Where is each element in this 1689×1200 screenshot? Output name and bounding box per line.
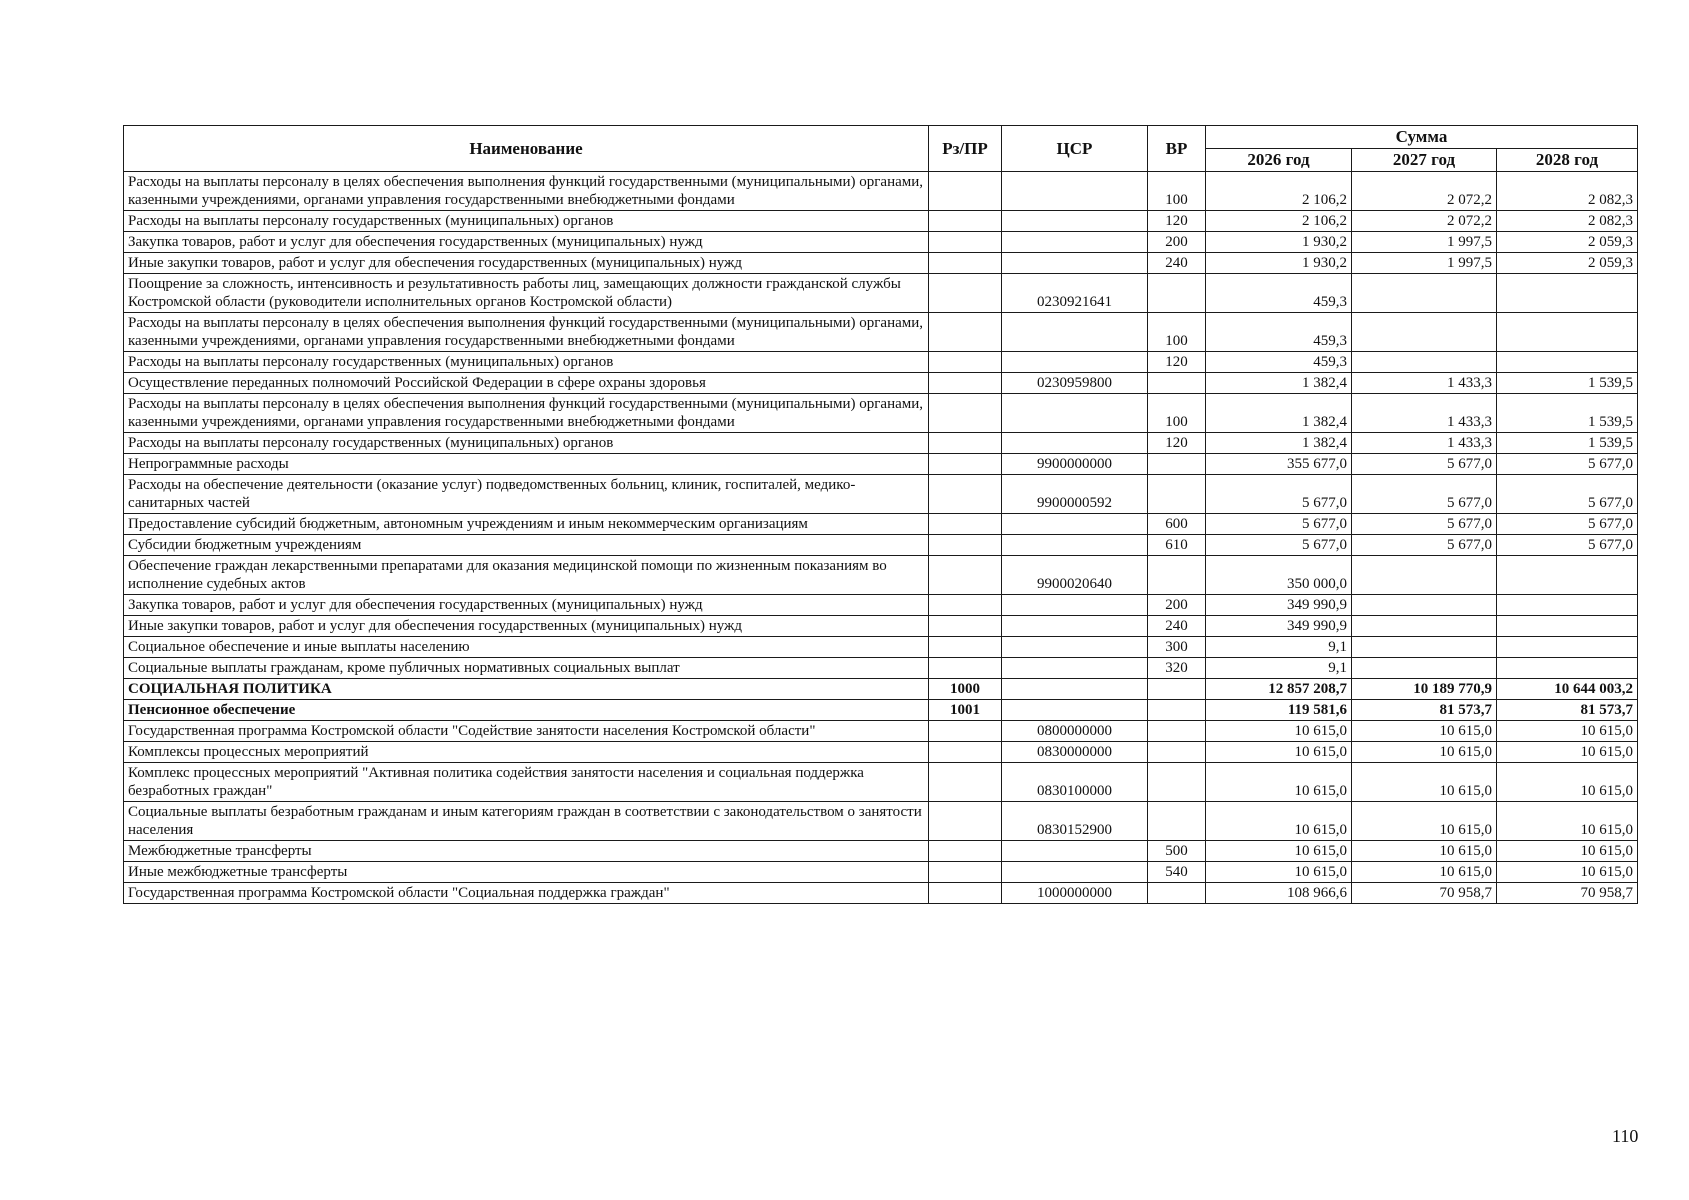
cell-vr: 200 — [1148, 595, 1206, 616]
table-row — [124, 211, 1638, 232]
header-sum: Сумма — [1206, 126, 1638, 149]
cell-vr: 100 — [1148, 172, 1206, 211]
cell-csr — [1002, 841, 1148, 862]
cell-2028: 2 059,3 — [1497, 253, 1638, 274]
table-row — [124, 883, 1638, 904]
cell-rz-pr: 1001 — [929, 700, 1002, 721]
table-row — [124, 514, 1638, 535]
cell-rz-pr — [929, 514, 1002, 535]
cell-vr: 240 — [1148, 253, 1206, 274]
cell-rz-pr — [929, 313, 1002, 352]
cell-csr — [1002, 616, 1148, 637]
cell-csr: 0230921641 — [1002, 274, 1148, 313]
cell-rz-pr — [929, 763, 1002, 802]
cell-vr: 540 — [1148, 862, 1206, 883]
cell-2028 — [1497, 658, 1638, 679]
cell-rz-pr: 1000 — [929, 679, 1002, 700]
cell-vr: 100 — [1148, 313, 1206, 352]
cell-rz-pr — [929, 211, 1002, 232]
cell-2028 — [1497, 556, 1638, 595]
table-row — [124, 841, 1638, 862]
cell-name: Предоставление субсидий бюджетным, автономным учреждениям и иным некоммерческим организациям — [124, 514, 929, 535]
cell-2027: 10 615,0 — [1352, 721, 1497, 742]
header-csr: ЦСР — [1002, 126, 1148, 172]
cell-2027: 10 189 770,9 — [1352, 679, 1497, 700]
cell-rz-pr — [929, 742, 1002, 763]
cell-name: Непрограммные расходы — [124, 454, 929, 475]
cell-csr — [1002, 637, 1148, 658]
cell-2026: 349 990,9 — [1206, 595, 1352, 616]
cell-vr — [1148, 679, 1206, 700]
cell-name: Комплексы процессных мероприятий — [124, 742, 929, 763]
cell-2026: 2 106,2 — [1206, 211, 1352, 232]
cell-csr — [1002, 862, 1148, 883]
cell-csr — [1002, 253, 1148, 274]
cell-rz-pr — [929, 841, 1002, 862]
cell-2027 — [1352, 313, 1497, 352]
cell-2028: 5 677,0 — [1497, 454, 1638, 475]
cell-vr — [1148, 475, 1206, 514]
table-row — [124, 679, 1638, 700]
cell-vr: 610 — [1148, 535, 1206, 556]
cell-2028: 2 082,3 — [1497, 211, 1638, 232]
cell-2026: 459,3 — [1206, 313, 1352, 352]
cell-2027: 5 677,0 — [1352, 535, 1497, 556]
cell-vr — [1148, 700, 1206, 721]
cell-vr — [1148, 883, 1206, 904]
table-row — [124, 595, 1638, 616]
cell-2028: 1 539,5 — [1497, 433, 1638, 454]
cell-2026: 1 382,4 — [1206, 394, 1352, 433]
cell-vr — [1148, 802, 1206, 841]
cell-2027: 10 615,0 — [1352, 802, 1497, 841]
cell-rz-pr — [929, 475, 1002, 514]
cell-2026: 119 581,6 — [1206, 700, 1352, 721]
cell-2027: 81 573,7 — [1352, 700, 1497, 721]
cell-name: Расходы на выплаты персоналу в целях обеспечения выполнения функций государственными (муниципальными) органами, казенными учреждениями, органами управления государственными внебюджетными фондами — [124, 394, 929, 433]
cell-csr: 1000000000 — [1002, 883, 1148, 904]
header-rz-pr: Рз/ПР — [929, 126, 1002, 172]
cell-csr — [1002, 313, 1148, 352]
cell-vr: 500 — [1148, 841, 1206, 862]
table-row — [124, 454, 1638, 475]
cell-rz-pr — [929, 433, 1002, 454]
cell-2027 — [1352, 637, 1497, 658]
cell-name: Закупка товаров, работ и услуг для обеспечения государственных (муниципальных) нужд — [124, 232, 929, 253]
table-row — [124, 763, 1638, 802]
cell-2028: 5 677,0 — [1497, 475, 1638, 514]
cell-2026: 459,3 — [1206, 274, 1352, 313]
cell-2027: 10 615,0 — [1352, 862, 1497, 883]
cell-name: СОЦИАЛЬНАЯ ПОЛИТИКА — [124, 679, 929, 700]
table-row — [124, 862, 1638, 883]
cell-2028: 10 615,0 — [1497, 742, 1638, 763]
cell-rz-pr — [929, 172, 1002, 211]
cell-2027: 5 677,0 — [1352, 475, 1497, 514]
table-row — [124, 637, 1638, 658]
cell-csr — [1002, 232, 1148, 253]
cell-rz-pr — [929, 883, 1002, 904]
cell-2027: 2 072,2 — [1352, 211, 1497, 232]
cell-2028: 10 615,0 — [1497, 802, 1638, 841]
cell-2027: 1 997,5 — [1352, 232, 1497, 253]
cell-csr — [1002, 433, 1148, 454]
cell-2028: 5 677,0 — [1497, 514, 1638, 535]
cell-csr: 0830000000 — [1002, 742, 1148, 763]
cell-vr: 120 — [1148, 211, 1206, 232]
cell-2028: 10 644 003,2 — [1497, 679, 1638, 700]
cell-csr: 0830100000 — [1002, 763, 1148, 802]
table-row — [124, 700, 1638, 721]
cell-name: Осуществление переданных полномочий Российской Федерации в сфере охраны здоровья — [124, 373, 929, 394]
table-row — [124, 172, 1638, 211]
cell-2028: 10 615,0 — [1497, 763, 1638, 802]
cell-2026: 9,1 — [1206, 637, 1352, 658]
cell-2027: 5 677,0 — [1352, 454, 1497, 475]
cell-name: Иные закупки товаров, работ и услуг для обеспечения государственных (муниципальных) нужд — [124, 616, 929, 637]
cell-rz-pr — [929, 274, 1002, 313]
cell-2026: 1 930,2 — [1206, 232, 1352, 253]
cell-2027 — [1352, 595, 1497, 616]
cell-2028 — [1497, 595, 1638, 616]
cell-2028: 10 615,0 — [1497, 862, 1638, 883]
table-header — [124, 126, 1638, 172]
cell-csr: 0830152900 — [1002, 802, 1148, 841]
cell-vr — [1148, 556, 1206, 595]
cell-name: Комплекс процессных мероприятий "Активная политика содействия занятости населения и социальная поддержка безработных граждан" — [124, 763, 929, 802]
cell-csr — [1002, 595, 1148, 616]
header-name: Наименование — [124, 126, 929, 172]
cell-2027 — [1352, 352, 1497, 373]
cell-rz-pr — [929, 862, 1002, 883]
table-row — [124, 394, 1638, 433]
cell-2026: 10 615,0 — [1206, 763, 1352, 802]
cell-2028 — [1497, 616, 1638, 637]
cell-csr — [1002, 658, 1148, 679]
cell-2027: 5 677,0 — [1352, 514, 1497, 535]
table-row — [124, 274, 1638, 313]
cell-name: Иные закупки товаров, работ и услуг для обеспечения государственных (муниципальных) нужд — [124, 253, 929, 274]
cell-rz-pr — [929, 721, 1002, 742]
cell-2026: 5 677,0 — [1206, 475, 1352, 514]
cell-2026: 459,3 — [1206, 352, 1352, 373]
cell-2026: 1 382,4 — [1206, 373, 1352, 394]
cell-vr: 320 — [1148, 658, 1206, 679]
cell-name: Социальные выплаты гражданам, кроме публичных нормативных социальных выплат — [124, 658, 929, 679]
cell-name: Субсидии бюджетным учреждениям — [124, 535, 929, 556]
cell-2028: 81 573,7 — [1497, 700, 1638, 721]
cell-2027: 1 433,3 — [1352, 433, 1497, 454]
table-row — [124, 802, 1638, 841]
cell-vr: 600 — [1148, 514, 1206, 535]
cell-csr — [1002, 679, 1148, 700]
header-year-2028: 2028 год — [1497, 149, 1638, 172]
table-row — [124, 658, 1638, 679]
table-row — [124, 253, 1638, 274]
cell-csr: 9900000000 — [1002, 454, 1148, 475]
budget-table — [123, 125, 1638, 904]
cell-2027: 10 615,0 — [1352, 841, 1497, 862]
cell-2027: 1 433,3 — [1352, 373, 1497, 394]
cell-2028 — [1497, 313, 1638, 352]
table-body — [124, 172, 1638, 904]
cell-2028: 2 059,3 — [1497, 232, 1638, 253]
cell-2028: 5 677,0 — [1497, 535, 1638, 556]
cell-2026: 10 615,0 — [1206, 742, 1352, 763]
cell-2026: 2 106,2 — [1206, 172, 1352, 211]
table-row — [124, 475, 1638, 514]
cell-name: Поощрение за сложность, интенсивность и результативность работы лиц, замещающих должности гражданской службы Костромской области (руководители исполнительных органов Костромской области) — [124, 274, 929, 313]
cell-csr — [1002, 394, 1148, 433]
cell-2028: 70 958,7 — [1497, 883, 1638, 904]
cell-vr — [1148, 721, 1206, 742]
table-row — [124, 352, 1638, 373]
cell-vr — [1148, 454, 1206, 475]
cell-name: Расходы на выплаты персоналу в целях обеспечения выполнения функций государственными (муниципальными) органами, казенными учреждениями, органами управления государственными внебюджетными фондами — [124, 313, 929, 352]
cell-csr — [1002, 211, 1148, 232]
cell-2027 — [1352, 616, 1497, 637]
cell-2028: 10 615,0 — [1497, 721, 1638, 742]
cell-csr — [1002, 514, 1148, 535]
cell-2027: 70 958,7 — [1352, 883, 1497, 904]
cell-vr — [1148, 274, 1206, 313]
cell-2027: 1 997,5 — [1352, 253, 1497, 274]
cell-2028: 2 082,3 — [1497, 172, 1638, 211]
cell-rz-pr — [929, 373, 1002, 394]
cell-rz-pr — [929, 454, 1002, 475]
cell-name: Расходы на выплаты персоналу государственных (муниципальных) органов — [124, 433, 929, 454]
cell-2027: 1 433,3 — [1352, 394, 1497, 433]
cell-2026: 5 677,0 — [1206, 535, 1352, 556]
cell-2026: 1 382,4 — [1206, 433, 1352, 454]
cell-2026: 10 615,0 — [1206, 802, 1352, 841]
cell-2026: 108 966,6 — [1206, 883, 1352, 904]
cell-name: Обеспечение граждан лекарственными препаратами для оказания медицинской помощи по жизненным показаниям во исполнение судебных актов — [124, 556, 929, 595]
cell-name: Расходы на выплаты персоналу в целях обеспечения выполнения функций государственными (муниципальными) органами, казенными учреждениями, органами управления государственными внебюджетными фондами — [124, 172, 929, 211]
table-row — [124, 433, 1638, 454]
cell-vr: 120 — [1148, 352, 1206, 373]
cell-2028: 10 615,0 — [1497, 841, 1638, 862]
table-row — [124, 556, 1638, 595]
cell-2026: 12 857 208,7 — [1206, 679, 1352, 700]
cell-rz-pr — [929, 253, 1002, 274]
cell-2027: 10 615,0 — [1352, 742, 1497, 763]
cell-2026: 350 000,0 — [1206, 556, 1352, 595]
cell-2026: 355 677,0 — [1206, 454, 1352, 475]
cell-vr — [1148, 373, 1206, 394]
cell-2027 — [1352, 556, 1497, 595]
cell-vr — [1148, 763, 1206, 802]
table-row — [124, 742, 1638, 763]
cell-2026: 10 615,0 — [1206, 841, 1352, 862]
cell-vr — [1148, 742, 1206, 763]
cell-csr: 0230959800 — [1002, 373, 1148, 394]
cell-vr: 120 — [1148, 433, 1206, 454]
table-row — [124, 535, 1638, 556]
cell-rz-pr — [929, 658, 1002, 679]
cell-2028 — [1497, 274, 1638, 313]
cell-2027 — [1352, 658, 1497, 679]
cell-name: Закупка товаров, работ и услуг для обеспечения государственных (муниципальных) нужд — [124, 595, 929, 616]
cell-csr — [1002, 700, 1148, 721]
cell-name: Иные межбюджетные трансферты — [124, 862, 929, 883]
table-row — [124, 373, 1638, 394]
cell-rz-pr — [929, 616, 1002, 637]
cell-2028 — [1497, 637, 1638, 658]
cell-csr — [1002, 535, 1148, 556]
cell-name: Пенсионное обеспечение — [124, 700, 929, 721]
cell-rz-pr — [929, 394, 1002, 433]
cell-2028 — [1497, 352, 1638, 373]
header-year-2026: 2026 год — [1206, 149, 1352, 172]
cell-2027 — [1352, 274, 1497, 313]
cell-name: Расходы на выплаты персоналу государственных (муниципальных) органов — [124, 352, 929, 373]
cell-csr: 9900020640 — [1002, 556, 1148, 595]
cell-vr: 240 — [1148, 616, 1206, 637]
cell-2026: 10 615,0 — [1206, 721, 1352, 742]
cell-rz-pr — [929, 232, 1002, 253]
table-row — [124, 616, 1638, 637]
cell-2028: 1 539,5 — [1497, 373, 1638, 394]
page-number: 110 — [1612, 1126, 1639, 1146]
cell-csr: 9900000592 — [1002, 475, 1148, 514]
cell-name: Расходы на выплаты персоналу государственных (муниципальных) органов — [124, 211, 929, 232]
table-row — [124, 232, 1638, 253]
cell-rz-pr — [929, 595, 1002, 616]
cell-name: Государственная программа Костромской области "Социальная поддержка граждан" — [124, 883, 929, 904]
cell-2028: 1 539,5 — [1497, 394, 1638, 433]
cell-rz-pr — [929, 556, 1002, 595]
cell-name: Межбюджетные трансферты — [124, 841, 929, 862]
cell-csr — [1002, 172, 1148, 211]
cell-rz-pr — [929, 802, 1002, 841]
cell-csr: 0800000000 — [1002, 721, 1148, 742]
cell-2027: 2 072,2 — [1352, 172, 1497, 211]
cell-vr: 100 — [1148, 394, 1206, 433]
cell-name: Социальное обеспечение и иные выплаты населению — [124, 637, 929, 658]
cell-vr: 300 — [1148, 637, 1206, 658]
cell-2026: 9,1 — [1206, 658, 1352, 679]
cell-2026: 5 677,0 — [1206, 514, 1352, 535]
cell-2026: 1 930,2 — [1206, 253, 1352, 274]
table-row — [124, 721, 1638, 742]
header-year-2027: 2027 год — [1352, 149, 1497, 172]
cell-csr — [1002, 352, 1148, 373]
header-vr: ВР — [1148, 126, 1206, 172]
cell-name: Социальные выплаты безработным гражданам и иным категориям граждан в соответствии с законодательством о занятости населения — [124, 802, 929, 841]
cell-name: Расходы на обеспечение деятельности (оказание услуг) подведомственных больниц, клиник, госпиталей, медико-санитарных частей — [124, 475, 929, 514]
cell-rz-pr — [929, 352, 1002, 373]
cell-2026: 10 615,0 — [1206, 862, 1352, 883]
table-row — [124, 313, 1638, 352]
cell-rz-pr — [929, 535, 1002, 556]
cell-2027: 10 615,0 — [1352, 763, 1497, 802]
cell-2026: 349 990,9 — [1206, 616, 1352, 637]
cell-name: Государственная программа Костромской области "Содействие занятости населения Костромской области" — [124, 721, 929, 742]
cell-vr: 200 — [1148, 232, 1206, 253]
cell-rz-pr — [929, 637, 1002, 658]
